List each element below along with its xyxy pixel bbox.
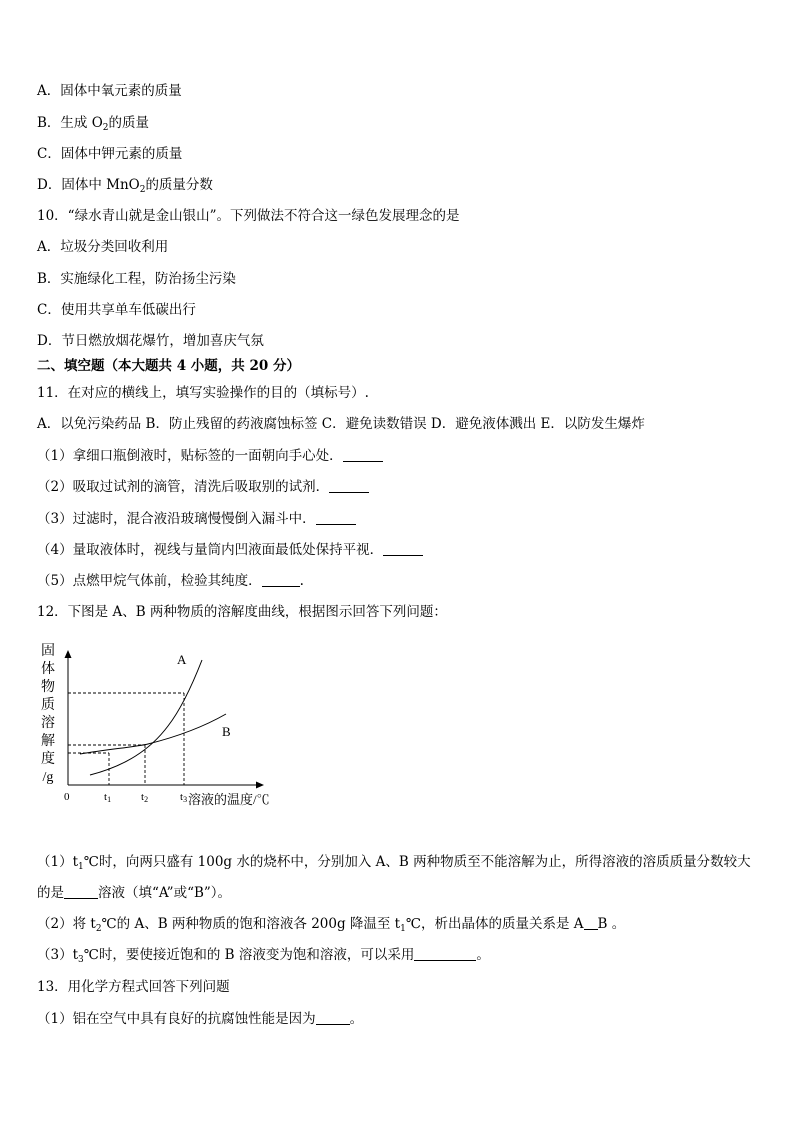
- y-axis-label-char: 度: [41, 752, 55, 767]
- q10-stem: 10．“绿水青山就是金山银山”。下列做法不符合这一绿色发展理念的是: [37, 208, 460, 224]
- y-axis-label-char: /g: [42, 770, 54, 785]
- y-axis-label-char: 体: [41, 662, 55, 677]
- curve-b-label: B: [222, 724, 231, 739]
- q12-item-1: $(1)t_1℃$时，向两只盛有 100g 水的烧杯中，分别加入 A、B 两种物质至不能溶解为止，所得溶液的溶质质量分数较大: [37, 854, 751, 872]
- q10-option-d: D．节日燃放烟花爆竹，增加喜庆气氛: [37, 333, 264, 349]
- q11-item-4: （4）量取液体时，视线与量筒内凹液面最低处保持平视．: [37, 541, 423, 559]
- q12-item-1-cont: 的是 溶液（填“A”或“B”）。: [37, 885, 232, 901]
- y-axis-arrow: [65, 650, 72, 658]
- curve-a: [90, 660, 202, 775]
- q11-choices: A．以免污染药品 B．防止残留的药液腐蚀标签 C．避免读数错误 D．避免液体溅出 E．以防发生爆炸: [37, 416, 645, 432]
- q12-stem: 12．下图是 A、B 两种物质的溶解度曲线，根据图示回答下列问题：: [37, 604, 447, 620]
- q13-stem: 13．用化学方程式回答下列问题: [37, 979, 230, 995]
- q9-option-b: B．生成 $O_2$的质量: [37, 115, 150, 133]
- y-axis-label-char: 物: [41, 680, 55, 695]
- q13-item-1: （1）铝在空气中具有良好的抗腐蚀性能是因为 。: [37, 1011, 364, 1027]
- q10-option-a: A．垃圾分类回收利用: [37, 239, 169, 255]
- answer-blank[interactable]: [316, 1010, 350, 1025]
- y-axis-label-char: 溶: [41, 716, 55, 731]
- answer-blank[interactable]: [343, 447, 383, 462]
- y-axis-label-char: 解: [41, 734, 55, 749]
- tick-label-t2: t2: [141, 791, 149, 804]
- tick-label-t1: t1: [104, 791, 112, 804]
- q9-option-a: A．固体中氧元素的质量: [37, 83, 182, 99]
- answer-blank[interactable]: [316, 510, 356, 525]
- q12-item-3: $(3)t_3℃$时，要使接近饱和的 B 溶液变为饱和溶液，可以采用 。: [37, 947, 490, 965]
- tick-label-t3: t3: [180, 791, 188, 804]
- section-title: 二、填空题（本大题共 4 小题，共 20 分）: [37, 358, 300, 374]
- q11-item-5: （5）点燃甲烷气体前，检验其纯度． .: [37, 573, 304, 589]
- q10-option-c: C．使用共享单车低碳出行: [37, 302, 196, 318]
- q9-option-c: C．固体中钾元素的质量: [37, 146, 183, 162]
- y-axis-label-char: 固: [41, 644, 55, 659]
- answer-blank[interactable]: [383, 541, 423, 556]
- q11-item-3: （3）过滤时，混合液沿玻璃慢慢倒入漏斗中．: [37, 510, 356, 528]
- solubility-curve-graph: [30, 638, 290, 838]
- q11-item-1: （1）拿细口瓶倒液时，贴标签的一面朝向手心处．: [37, 447, 383, 465]
- x-axis-label: 溶液的温度/℃: [188, 792, 270, 807]
- x-axis-arrow: [256, 782, 264, 789]
- q12-item-2: （2）将 $t_2℃$的 A、B 两种物质的饱和溶液各 200g 降温至 $t_1℃$，析出晶体的质量关系是 A B 。: [37, 916, 626, 934]
- q9-option-d: D．固体中 MnO$_2$的质量分数: [37, 177, 213, 195]
- curve-b: [80, 714, 226, 754]
- origin-label: 0: [64, 791, 70, 803]
- answer-blank[interactable]: [262, 572, 300, 587]
- answer-blank[interactable]: [414, 946, 476, 961]
- answer-blank[interactable]: [64, 884, 98, 899]
- y-axis-label-char: 质: [41, 698, 55, 713]
- q11-item-2: （2）吸取过试剂的滴管，清洗后吸取别的试剂．: [37, 478, 369, 496]
- answer-blank[interactable]: [329, 478, 369, 493]
- q11-stem: 11．在对应的横线上，填写实验操作的目的（填标号）.: [37, 385, 369, 401]
- curve-a-label: A: [177, 652, 187, 667]
- answer-blank[interactable]: [584, 915, 598, 930]
- q10-option-b: B．实施绿化工程，防治扬尘污染: [37, 271, 236, 287]
